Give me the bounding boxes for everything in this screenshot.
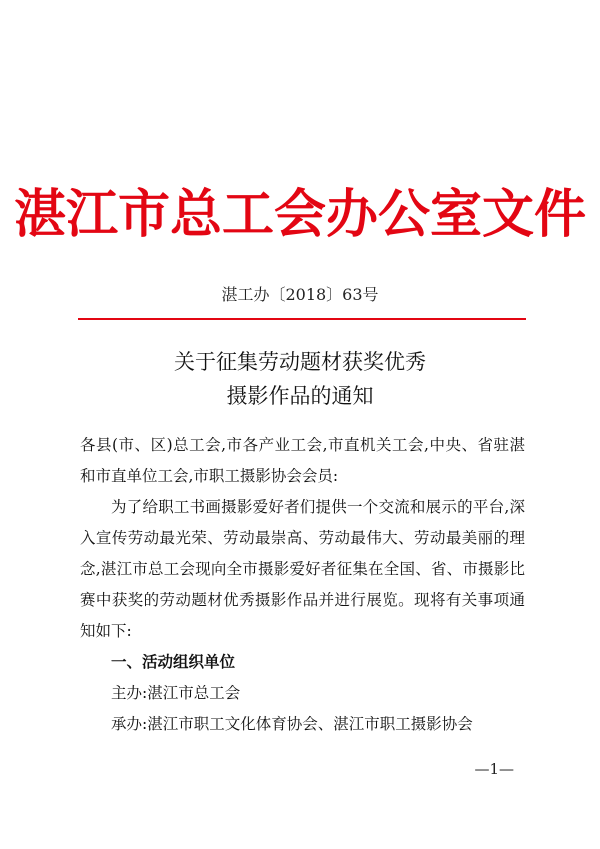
document-body	[80, 430, 525, 740]
section-heading-organizers: 一、活动组织单位	[111, 653, 236, 671]
notice-title-line-1: 关于征集劳动题材获奖优秀	[174, 350, 426, 374]
red-divider-line	[78, 318, 526, 320]
addressee-paragraph: 各县(市、区)总工会,市各产业工会,市直机关工会,中央、省驻湛和市直单位工会,市职工摄影协会会员:	[80, 436, 525, 485]
notice-title-line-2: 摄影作品的通知	[226, 384, 374, 408]
host-line: 主办:湛江市总工会	[111, 684, 241, 702]
intro-paragraph: 为了给职工书画摄影爱好者们提供一个交流和展示的平台,深入宣传劳动最光荣、劳动最崇高、劳动最伟大、劳动最美丽的理念,湛江市总工会现向全市摄影爱好者征集在全国、省、市摄影比赛中获奖的劳动题材优秀摄影作品并进行展览。现将有关事项通知如下:	[80, 498, 525, 640]
document-number: 湛工办〔2018〕63号	[221, 285, 379, 304]
page-number: —1—	[474, 760, 514, 778]
document-masthead: 湛江市总工会办公室文件	[13, 185, 586, 245]
organizer-line: 承办:湛江市职工文化体育协会、湛江市职工摄影协会	[111, 715, 473, 733]
